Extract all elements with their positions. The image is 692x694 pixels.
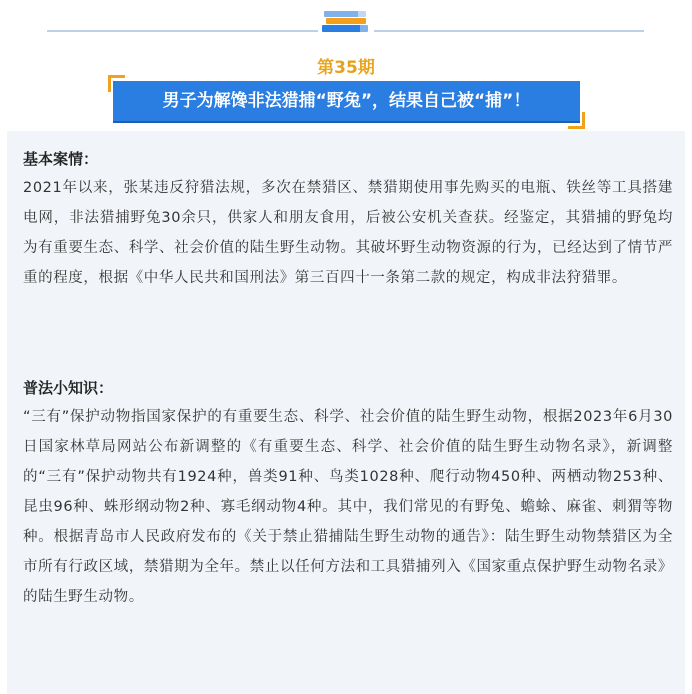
knowledge-heading: 普法小知识： [23,379,114,397]
issue-number: 第35期 [317,58,375,78]
case-body: 2021年以来，张某违反狩猎法规，多次在禁猎区、禁猎期使用事先购买的电瓶、铁丝等工具搭建电网，非法猎捕野兔30余只，供家人和朋友食用，后被公安机关查获。经鉴定，其猎捕的野兔均为有重要生态、科学、社会价值的陆生野生动物。其破坏野生动物资源的行为，已经达到了情节严重的程度，根据《中华人民共和国刑法》第三百四十一条第二款的规定，构成非法狩猎罪。 [23,180,673,286]
knowledge-body: “三有”保护动物指国家保护的有重要生态、科学、社会价值的陆生野生动物，根据2023年6月30日国家林草局网站公布新调整的《有重要生态、科学、社会价值的陆生野生动物名录》，新调整的“三有”保护动物共有1924种，兽类91种、鸟类1028种、爬行动物450种、两栖动物253种、昆虫96种、蛛形纲动物2种、寡毛纲动物4种。其中，我们常见的有野兔、蟾蜍、麻雀、刺猬等物种。根据青岛市人民政府发布的《关于禁止猎捕陆生野生动物的通告》：陆生野生动物禁猎区为全市所有行政区域，禁猎期为全年。禁止以任何方法和工具猎捕列入《国家重点保护野生动物名录》的陆生野生动物。 [23,409,673,605]
books-icon [318,6,374,34]
case-heading: 基本案情： [23,150,99,168]
case-section [23,145,673,293]
article-title: 男子为解馋非法猎捕“野兔”，结果自己被“捕”！ [162,91,531,111]
title-banner [113,81,580,123]
content-panel [7,131,685,694]
top-decoration [0,0,692,40]
knowledge-section [23,374,673,612]
